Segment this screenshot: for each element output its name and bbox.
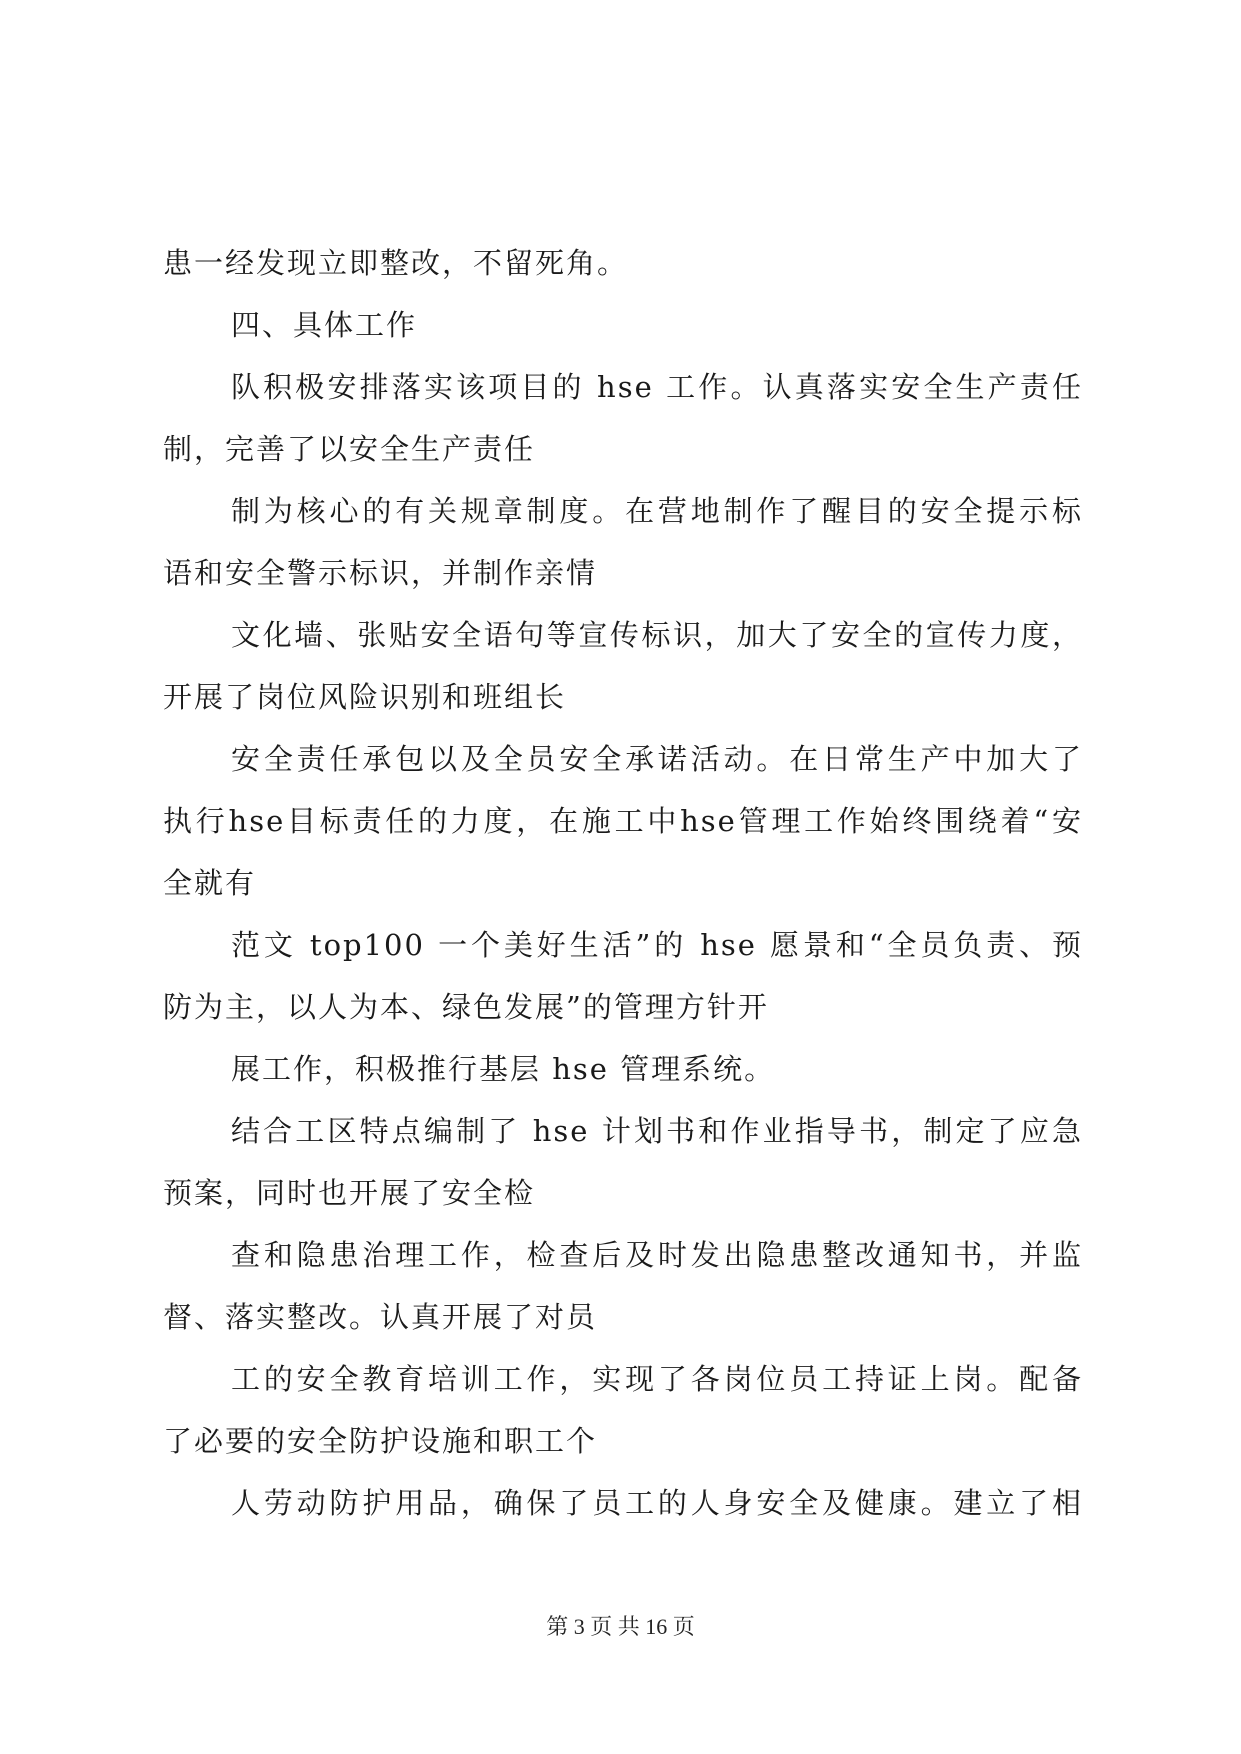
text-line: 工的安全教育培训工作，实现了各岗位员工持证上岗。配备	[231, 1362, 1083, 1396]
text-line: 制，完善了以安全生产责任	[163, 432, 536, 466]
text-line: 督、落实整改。认真开展了对员	[163, 1300, 598, 1334]
text-line: 患一经发现立即整改，不留死角。	[163, 246, 629, 280]
text-line: 开展了岗位风险识别和班组长	[163, 680, 567, 714]
text-line: 预案，同时也开展了安全检	[163, 1176, 536, 1210]
text-line: 了必要的安全防护设施和职工个	[163, 1424, 598, 1458]
text-line: 防为主，以人为本、绿色发展”的管理方针开	[163, 990, 769, 1024]
text-line: 四、具体工作	[231, 308, 418, 342]
text-line: 文化墙、张贴安全语句等宣传标识，加大了安全的宣传力度，	[231, 618, 1083, 652]
text-line: 执行hse目标责任的力度，在施工中hse管理工作始终围绕着“安	[163, 804, 1083, 838]
page-footer: 第 3 页 共 16 页	[546, 1614, 695, 1639]
text-line: 范文 top100 一个美好生活”的 hse 愿景和“全员负责、预	[231, 928, 1083, 962]
text-line: 制为核心的有关规章制度。在营地制作了醒目的安全提示标	[231, 494, 1083, 528]
body-text	[163, 232, 1093, 1534]
text-line: 查和隐患治理工作，检查后及时发出隐患整改通知书，并监	[231, 1238, 1083, 1272]
text-line: 结合工区特点编制了 hse 计划书和作业指导书，制定了应急	[231, 1114, 1083, 1148]
text-line: 队积极安排落实该项目的 hse 工作。认真落实安全生产责任	[231, 370, 1083, 404]
text-line: 全就有	[163, 866, 257, 900]
text-line: 展工作，积极推行基层 hse 管理系统。	[231, 1052, 776, 1086]
text-line: 人劳动防护用品，确保了员工的人身安全及健康。建立了相	[231, 1486, 1083, 1520]
text-line: 安全责任承包以及全员安全承诺活动。在日常生产中加大了	[231, 742, 1083, 776]
text-line: 语和安全警示标识，并制作亲情	[163, 556, 598, 590]
